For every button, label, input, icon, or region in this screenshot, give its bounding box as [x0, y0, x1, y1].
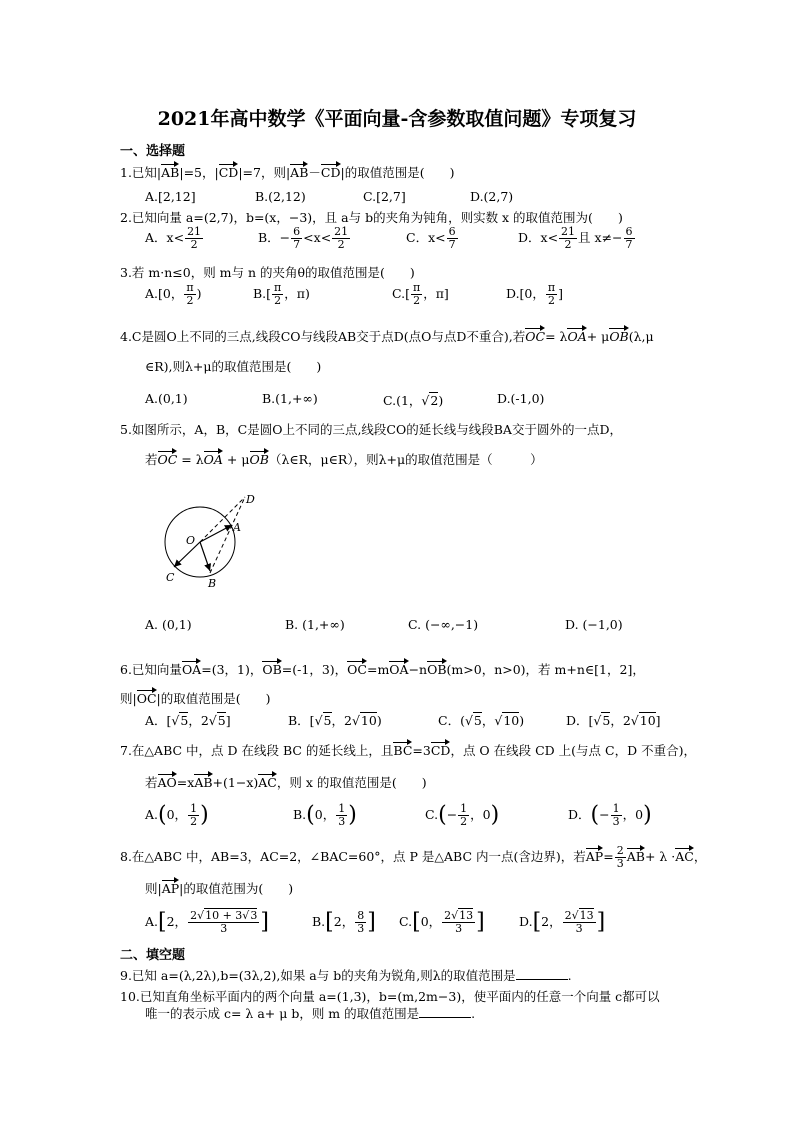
question-2-option-b: B．− $\frac{6}{7}$ <x< $\frac{21}{2}$ [258, 225, 349, 251]
question-8-option-d: D.[2， $\frac{2√13}{3}$ ] [519, 909, 606, 935]
question-4-option-b: B.(1,+∞) [262, 391, 318, 406]
vector-oa [200, 525, 232, 542]
vector-ob [200, 542, 210, 571]
question-4-option-d: D.(-1,0) [497, 391, 545, 406]
question-9: 9.已知 a=(λ,2λ),b=(3λ,2),如果 a与 b的夹角为锐角,则λ的取值范围是 . [120, 968, 572, 983]
question-4-option-c: C.(1，√2) [383, 393, 444, 408]
question-7-option-a: A.(0， $\frac{1}{2}$ ) [145, 802, 209, 828]
question-7-option-c: C.(− $\frac{1}{2}$ ，0) [425, 802, 500, 828]
question-5-option-b: B. (1,+∞) [285, 617, 345, 632]
dashed-line-od [200, 497, 245, 542]
question-4-option-a: A.(0,1) [145, 391, 188, 406]
label-c: C [166, 571, 175, 584]
label-a: A [233, 521, 241, 534]
question-6-option-c: C．(√5，√10) [438, 713, 525, 728]
question-3-stem: 3.若 m·n≤0，则 m与 n 的夹角θ的取值范围是( ) [120, 265, 415, 280]
question-8-option-b: B.[2， $\frac{8}{3}$ ] [312, 909, 376, 935]
question-6-line-1: 6.已知向量OA=(3，1)，OB=(-1，3)，OC=mOA−nOB(m>0，n>0)，若 m+n∈[1，2]， [120, 662, 645, 677]
question-6-option-d: D．[√5，2√10] [566, 713, 661, 728]
question-4-line-1: 4.C是圆O上不同的三点,线段CO与线段AB交于点D(点O与点D不重合),若OC= λOA+ μOB(λ,μ [120, 329, 654, 344]
answer-blank-10[interactable] [419, 1017, 471, 1018]
circle-figure [150, 485, 270, 595]
question-8-line-1: 8.在△ABC 中，AB=3，AC=2，∠BAC=60°，点 P 是△ABC 内一点(含边界)，若AP= $\frac{2}{3}$ AB+ λ ·AC， [120, 844, 707, 870]
question-5-line-1: 5.如图所示，A，B，C是圆O上不同的三点,线段CO的延长线与线段BA交于圆外的一点D， [120, 422, 622, 437]
question-10-line-2: 唯一的表示成 c= λ a+ μ b，则 m 的取值范围是 . [145, 1006, 476, 1021]
section-choice: 一、选择题 [120, 144, 186, 159]
question-3-option-d: D.[0， $\frac{\pi}{2}$ ] [506, 281, 564, 307]
dashed-line-bd [210, 497, 245, 573]
question-10-line-1: 10.已知直角坐标平面内的两个向量 a=(1,3)，b=(m,2m−3)，使平面内的任意一个向量 c都可以 [120, 989, 660, 1004]
question-1-option-a: A.[2,12] [145, 189, 196, 204]
section-fill: 二、填空题 [120, 948, 186, 963]
question-1-stem: 1.已知|AB|=5，|CD|=7，则|AB－CD|的取值范围是( ) [120, 165, 455, 180]
label-o: O [186, 534, 196, 547]
page-title: 2021年高中数学《平面向量-含参数取值问题》专项复习 [157, 108, 637, 130]
answer-blank-9[interactable] [516, 979, 568, 980]
question-7-line-2: 若AO=xAB+(1−x)AC，则 x 的取值范围是( ) [145, 775, 427, 790]
question-3-option-c: C.[ $\frac{\pi}{2}$ ，π] [392, 281, 449, 307]
question-2-option-d: D．x< $\frac{21}{2}$ 且 x≠− $\frac{6}{7}$ [518, 225, 633, 251]
question-2-option-c: C．x< $\frac{6}{7}$ [406, 225, 456, 251]
question-8-line-2: 则|AP|的取值范围为( ) [145, 881, 294, 896]
question-8-option-c: C.[0， $\frac{2√13}{3}$ ] [399, 909, 485, 935]
question-6-option-b: B．[√5，2√10) [288, 713, 382, 728]
label-d: D [246, 493, 255, 506]
question-3-option-a: A.[0， $\frac{\pi}{2}$ ) [145, 281, 202, 307]
question-5-option-a: A. (0,1) [145, 617, 192, 632]
question-2-option-a: A．x< $\frac{21}{2}$ [145, 225, 202, 251]
question-1-option-b: B.(2,12) [255, 189, 306, 204]
question-3-option-b: B.[ $\frac{\pi}{2}$ ，π) [253, 281, 310, 307]
question-4-line-2: ∈R),则λ+μ的取值范围是( ) [145, 359, 322, 374]
question-2-stem: 2.已知向量 a=(2,7)，b=(x，−3)，且 a与 b的夹角为钝角，则实数 x 的取值范围为( ) [120, 210, 623, 225]
question-1-option-d: D.(2,7) [470, 189, 514, 204]
question-7-line-1: 7.在△ABC 中，点 D 在线段 BC 的延长线上，且BC=3CD，点 O 在线段 CD 上(与点 C，D 不重合)， [120, 743, 696, 758]
question-7-option-b: B.(0， $\frac{1}{3}$ ) [293, 802, 357, 828]
label-b: B [208, 577, 217, 590]
question-5-option-c: C. (−∞,−1) [408, 617, 479, 632]
question-1-option-c: C.[2,7] [363, 189, 406, 204]
question-5-option-d: D. (−1,0) [565, 617, 623, 632]
question-6-option-a: A．[√5，2√5] [145, 713, 231, 728]
question-5-line-2: 若OC = λOA + μOB（λ∈R，μ∈R），则λ+μ的取值范围是（ ） [145, 452, 543, 467]
question-8-option-a: A.[2， $\frac{2√10 + 3√3}{3}$ ] [145, 909, 269, 935]
question-6-line-2: 则|OC|的取值范围是( ) [120, 691, 271, 706]
question-7-option-d: D．(− $\frac{1}{3}$ ，0) [568, 802, 652, 828]
